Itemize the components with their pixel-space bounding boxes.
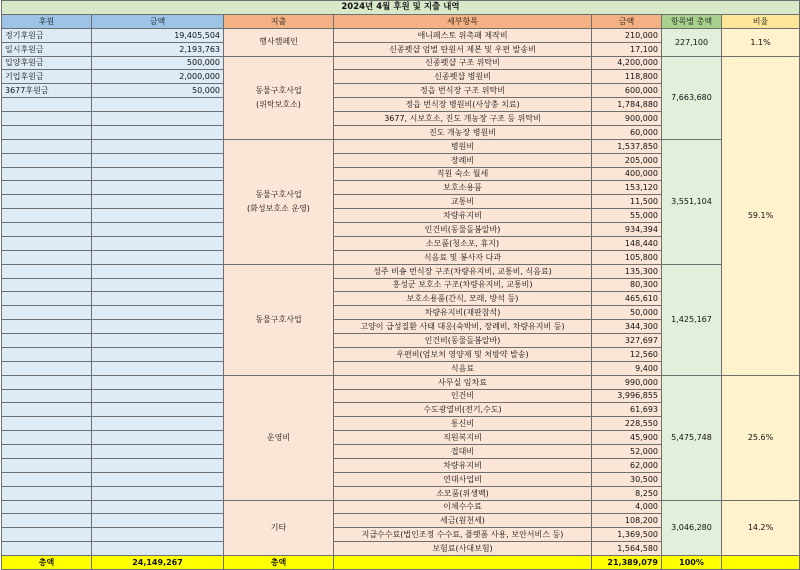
donation-name — [2, 403, 92, 417]
detail-item: 차량유지비(재판참석) — [334, 306, 592, 320]
header-donation-amount: 금액 — [92, 14, 224, 28]
detail-amount: 45,900 — [592, 431, 662, 445]
donation-amount — [92, 209, 224, 223]
detail-item: 차량유지비 — [334, 209, 592, 223]
detail-amount: 153,120 — [592, 181, 662, 195]
detail-amount: 228,550 — [592, 417, 662, 431]
detail-amount: 17,100 — [592, 42, 662, 56]
donation-total-label: 총액 — [2, 556, 92, 570]
detail-item: 직원복지비 — [334, 431, 592, 445]
donation-name — [2, 223, 92, 237]
expense-category-name: 운영비 — [266, 432, 291, 442]
detail-item: 보호소용품 — [334, 181, 592, 195]
donation-name: 기업후원금 — [2, 70, 92, 84]
detail-item: 장례비 — [334, 153, 592, 167]
donation-name — [2, 334, 92, 348]
donation-amount — [92, 320, 224, 334]
donation-amount — [92, 347, 224, 361]
expense-total-label: 총액 — [224, 556, 334, 570]
donation-name — [2, 195, 92, 209]
detail-amount: 205,000 — [592, 153, 662, 167]
expense-category-name: 동물구호사업 — [255, 189, 302, 199]
header-ratio: 비율 — [722, 14, 800, 28]
donation-name — [2, 542, 92, 556]
donation-total: 24,149,267 — [92, 556, 224, 570]
expense-category-name: 동물구호사업 — [255, 314, 302, 324]
ratio-cell: 25.6% — [722, 375, 800, 500]
expense-category-name: 동물구호사업 — [255, 85, 302, 95]
expense-category — [224, 56, 334, 139]
detail-item: 직원 숙소 월세 — [334, 167, 592, 181]
detail-amount: 990,000 — [592, 375, 662, 389]
donation-name — [2, 306, 92, 320]
detail-amount: 61,693 — [592, 403, 662, 417]
ratio-cell: 14.2% — [722, 500, 800, 556]
category-total: 227,100 — [662, 28, 722, 56]
donation-name: 입양후원금 — [2, 56, 92, 70]
detail-item: 보호소용품(간식, 모래, 방석 등) — [334, 292, 592, 306]
detail-item: 애니페스토 위촉패 제작비 — [334, 28, 592, 42]
donation-amount — [92, 153, 224, 167]
donation-name — [2, 236, 92, 250]
donation-name — [2, 500, 92, 514]
expense-category-sub: (위탁보호소) — [256, 99, 301, 109]
header-donation-type: 후원 — [2, 14, 92, 28]
donation-amount — [92, 250, 224, 264]
detail-item: 소모품(위생백) — [334, 486, 592, 500]
detail-item: 세금(원천세) — [334, 514, 592, 528]
detail-amount: 400,000 — [592, 167, 662, 181]
detail-item: 인건비(동물돌봄알바) — [334, 334, 592, 348]
donation-amount — [92, 528, 224, 542]
expense-category — [224, 28, 334, 56]
detail-item: 보험료(사대보험) — [334, 542, 592, 556]
donation-name — [2, 112, 92, 126]
detail-amount: 80,300 — [592, 278, 662, 292]
detail-amount: 4,000 — [592, 500, 662, 514]
detail-item: 연대사업비 — [334, 472, 592, 486]
donation-amount: 2,193,763 — [92, 42, 224, 56]
detail-item: 병원비 — [334, 139, 592, 153]
donation-amount — [92, 139, 224, 153]
expense-total: 21,389,079 — [592, 556, 662, 570]
donation-amount — [92, 167, 224, 181]
footer-blank — [334, 556, 592, 570]
detail-item: 3677, 시보호소, 진도 개농장 구조 등 위탁비 — [334, 112, 592, 126]
header-amount: 금액 — [592, 14, 662, 28]
donation-amount — [92, 375, 224, 389]
donation-amount — [92, 486, 224, 500]
donation-amount: 50,000 — [92, 84, 224, 98]
donation-amount — [92, 334, 224, 348]
category-total: 3,551,104 — [662, 139, 722, 264]
detail-amount: 934,394 — [592, 223, 662, 237]
donation-amount — [92, 361, 224, 375]
donation-name — [2, 431, 92, 445]
detail-amount: 344,300 — [592, 320, 662, 334]
detail-item: 인건비(동물돌봄알바) — [334, 223, 592, 237]
donation-name — [2, 486, 92, 500]
detail-item: 이체수수료 — [334, 500, 592, 514]
detail-amount: 465,610 — [592, 292, 662, 306]
detail-item: 차량유지비 — [334, 458, 592, 472]
donation-name — [2, 417, 92, 431]
detail-item: 통신비 — [334, 417, 592, 431]
donation-amount — [92, 514, 224, 528]
detail-amount: 108,200 — [592, 514, 662, 528]
donation-amount — [92, 292, 224, 306]
detail-amount: 105,800 — [592, 250, 662, 264]
expense-category — [224, 375, 334, 500]
sheet-title: 2024년 4월 후원 및 지출 내역 — [2, 1, 800, 15]
header-expense: 지출 — [224, 14, 334, 28]
header-category-total: 항목별 총액 — [662, 14, 722, 28]
footer-blank-end — [722, 556, 800, 570]
donation-amount: 500,000 — [92, 56, 224, 70]
detail-item: 수도광열비(전기,수도) — [334, 403, 592, 417]
detail-amount: 1,537,850 — [592, 139, 662, 153]
detail-item: 신종펫샵 엄벌 탄원서 제본 및 우편 발송비 — [334, 42, 592, 56]
detail-item: 식음료 — [334, 361, 592, 375]
detail-amount: 30,500 — [592, 472, 662, 486]
donation-amount — [92, 472, 224, 486]
detail-amount: 1,564,580 — [592, 542, 662, 556]
category-total: 3,046,280 — [662, 500, 722, 556]
detail-amount: 148,440 — [592, 236, 662, 250]
donation-amount — [92, 125, 224, 139]
donation-amount — [92, 98, 224, 112]
detail-amount: 327,697 — [592, 334, 662, 348]
detail-amount: 600,000 — [592, 84, 662, 98]
donation-amount — [92, 500, 224, 514]
ratio-cell: 1.1% — [722, 28, 800, 56]
donation-amount: 2,000,000 — [92, 70, 224, 84]
donation-amount — [92, 236, 224, 250]
donation-name — [2, 153, 92, 167]
detail-amount: 4,200,000 — [592, 56, 662, 70]
detail-item: 신종펫샵 병원비 — [334, 70, 592, 84]
detail-amount: 1,784,880 — [592, 98, 662, 112]
donation-amount: 19,405,504 — [92, 28, 224, 42]
donation-amount — [92, 195, 224, 209]
detail-amount: 9,400 — [592, 361, 662, 375]
donation-amount — [92, 417, 224, 431]
donation-name — [2, 292, 92, 306]
detail-item: 식음료 및 봉사자 다과 — [334, 250, 592, 264]
donation-amount — [92, 278, 224, 292]
donation-amount — [92, 445, 224, 459]
category-total: 5,475,748 — [662, 375, 722, 500]
donation-amount — [92, 223, 224, 237]
donation-amount — [92, 306, 224, 320]
header-detail: 세부항목 — [334, 14, 592, 28]
category-total: 1,425,167 — [662, 264, 722, 375]
detail-amount: 52,000 — [592, 445, 662, 459]
detail-amount: 50,000 — [592, 306, 662, 320]
detail-item: 진도 개농장 병원비 — [334, 125, 592, 139]
detail-amount: 11,500 — [592, 195, 662, 209]
donation-amount — [92, 181, 224, 195]
donation-name — [2, 458, 92, 472]
detail-amount: 55,000 — [592, 209, 662, 223]
donation-amount — [92, 389, 224, 403]
donation-name — [2, 347, 92, 361]
detail-item: 지급수수료(법인조정 수수료, 플랫폼 사용, 보안서비스 등) — [334, 528, 592, 542]
donation-name: 3677후원금 — [2, 84, 92, 98]
expense-category-sub: (화성보호소 운영) — [247, 203, 310, 213]
donation-name — [2, 250, 92, 264]
donation-amount — [92, 403, 224, 417]
detail-item: 신종펫샵 구조 위탁비 — [334, 56, 592, 70]
donation-name — [2, 514, 92, 528]
donation-name — [2, 209, 92, 223]
detail-item: 인건비 — [334, 389, 592, 403]
detail-item: 홍성군 보호소 구조(차량유지비, 교통비) — [334, 278, 592, 292]
donation-name — [2, 445, 92, 459]
detail-item: 정읍 번식장 병원비(사상충 치료) — [334, 98, 592, 112]
donation-name: 일시후원금 — [2, 42, 92, 56]
expense-category-name: 기타 — [270, 522, 287, 532]
detail-item: 우편비(엄보처 영양제 및 처방약 발송) — [334, 347, 592, 361]
detail-amount: 900,000 — [592, 112, 662, 126]
donation-name — [2, 181, 92, 195]
donation-name — [2, 125, 92, 139]
detail-amount: 8,250 — [592, 486, 662, 500]
detail-amount: 62,000 — [592, 458, 662, 472]
donation-name — [2, 139, 92, 153]
donation-name — [2, 472, 92, 486]
donation-amount — [92, 458, 224, 472]
detail-item: 접대비 — [334, 445, 592, 459]
donation-name — [2, 278, 92, 292]
budget-sheet — [1, 0, 800, 570]
ratio-total: 100% — [662, 556, 722, 570]
donation-name: 정기후원금 — [2, 28, 92, 42]
detail-amount: 118,800 — [592, 70, 662, 84]
donation-amount — [92, 431, 224, 445]
expense-category-name: 행사캠페인 — [259, 37, 298, 47]
donation-amount — [92, 112, 224, 126]
detail-item: 교통비 — [334, 195, 592, 209]
detail-item: 고양이 급성질환 사태 대응(숙박비, 장례비, 차량유지비 등) — [334, 320, 592, 334]
detail-amount: 210,000 — [592, 28, 662, 42]
donation-name — [2, 320, 92, 334]
donation-name — [2, 375, 92, 389]
ratio-cell: 59.1% — [722, 56, 800, 375]
donation-name — [2, 167, 92, 181]
detail-item: 소모품(청소포, 휴지) — [334, 236, 592, 250]
donation-amount — [92, 264, 224, 278]
donation-amount — [92, 542, 224, 556]
expense-category — [224, 139, 334, 264]
detail-item: 사무실 임차료 — [334, 375, 592, 389]
donation-name — [2, 389, 92, 403]
donation-name — [2, 528, 92, 542]
donation-name — [2, 264, 92, 278]
detail-amount: 60,000 — [592, 125, 662, 139]
donation-name — [2, 361, 92, 375]
detail-amount: 135,300 — [592, 264, 662, 278]
donation-name — [2, 98, 92, 112]
detail-amount: 1,369,500 — [592, 528, 662, 542]
category-total: 7,663,680 — [662, 56, 722, 139]
detail-item: 정읍 번식장 구조 위탁비 — [334, 84, 592, 98]
expense-category — [224, 500, 334, 556]
detail-item: 성주 비숑 번식장 구조(차량유지비, 교통비, 식음료) — [334, 264, 592, 278]
detail-amount: 12,560 — [592, 347, 662, 361]
expense-category — [224, 264, 334, 375]
detail-amount: 3,996,855 — [592, 389, 662, 403]
